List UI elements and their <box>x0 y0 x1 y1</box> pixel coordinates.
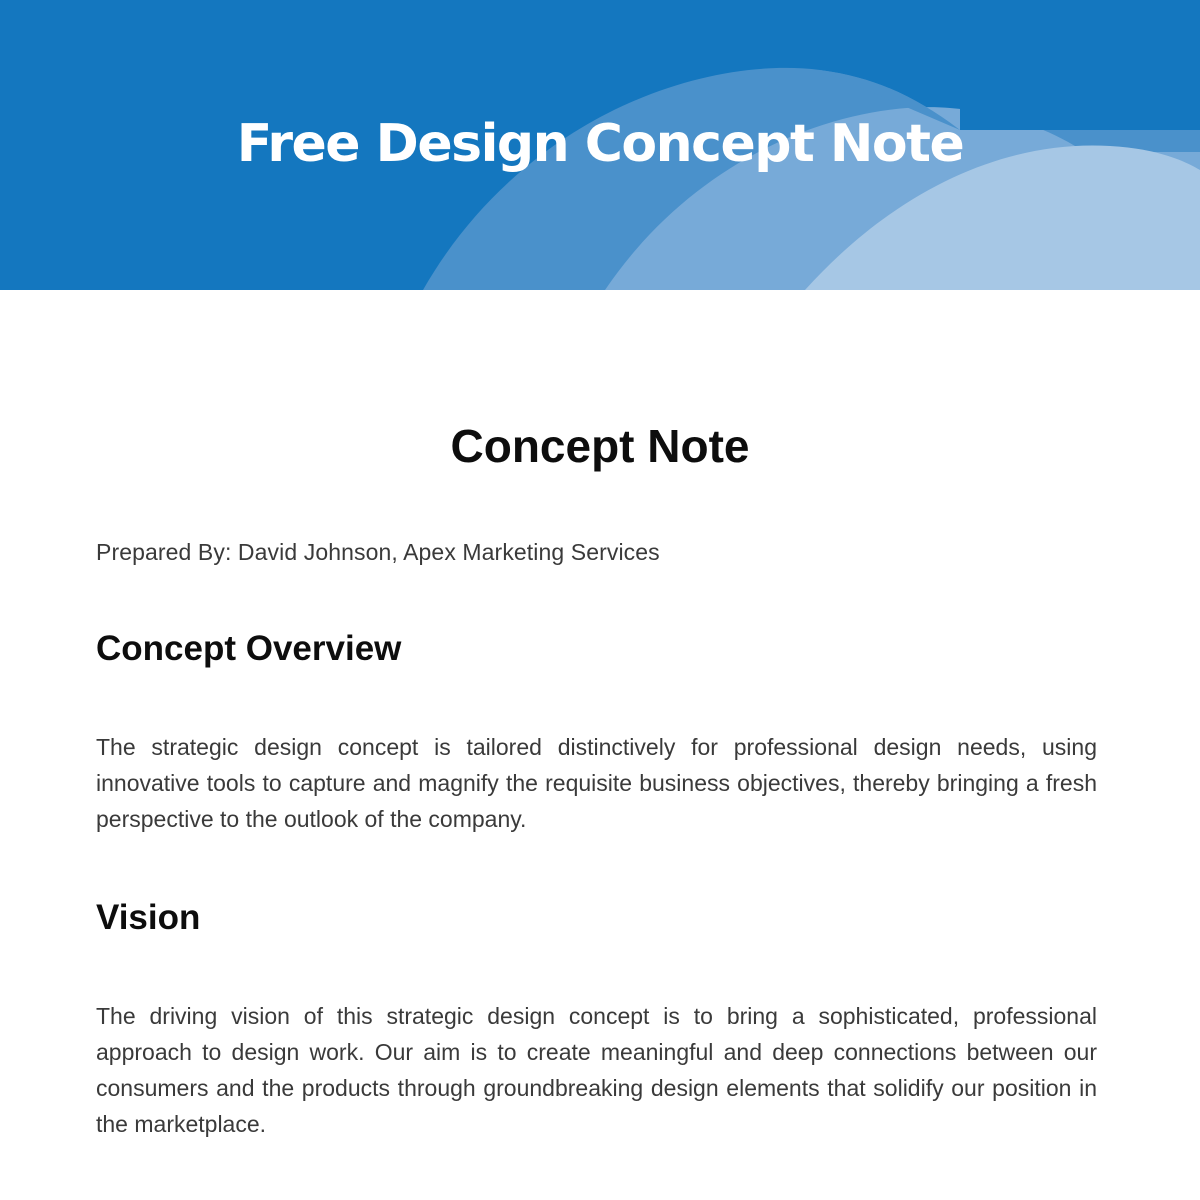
section-heading-concept-overview: Concept Overview <box>96 629 402 668</box>
section-heading-vision: Vision <box>96 898 201 937</box>
section-body-vision: The driving vision of this strategic design concept is to bring a sophisticated, professional approach to design work. Our aim is to create meaningful and deep connections between our consumers and the products through groundbreaking design elements that solidify our position in the marketplace. <box>96 1003 1097 1137</box>
banner-title: Free Design Concept Note <box>236 114 964 174</box>
prepared-by: Prepared By: David Johnson, Apex Marketing Services <box>96 539 660 565</box>
section-body-concept-overview: The strategic design concept is tailored distinctively for professional design needs, using innovative tools to capture and magnify the requisite business objectives, thereby bringing a fresh perspective to the outlook of the company. <box>96 734 1097 832</box>
document-title: Concept Note <box>450 420 750 472</box>
header-banner <box>0 0 1200 290</box>
